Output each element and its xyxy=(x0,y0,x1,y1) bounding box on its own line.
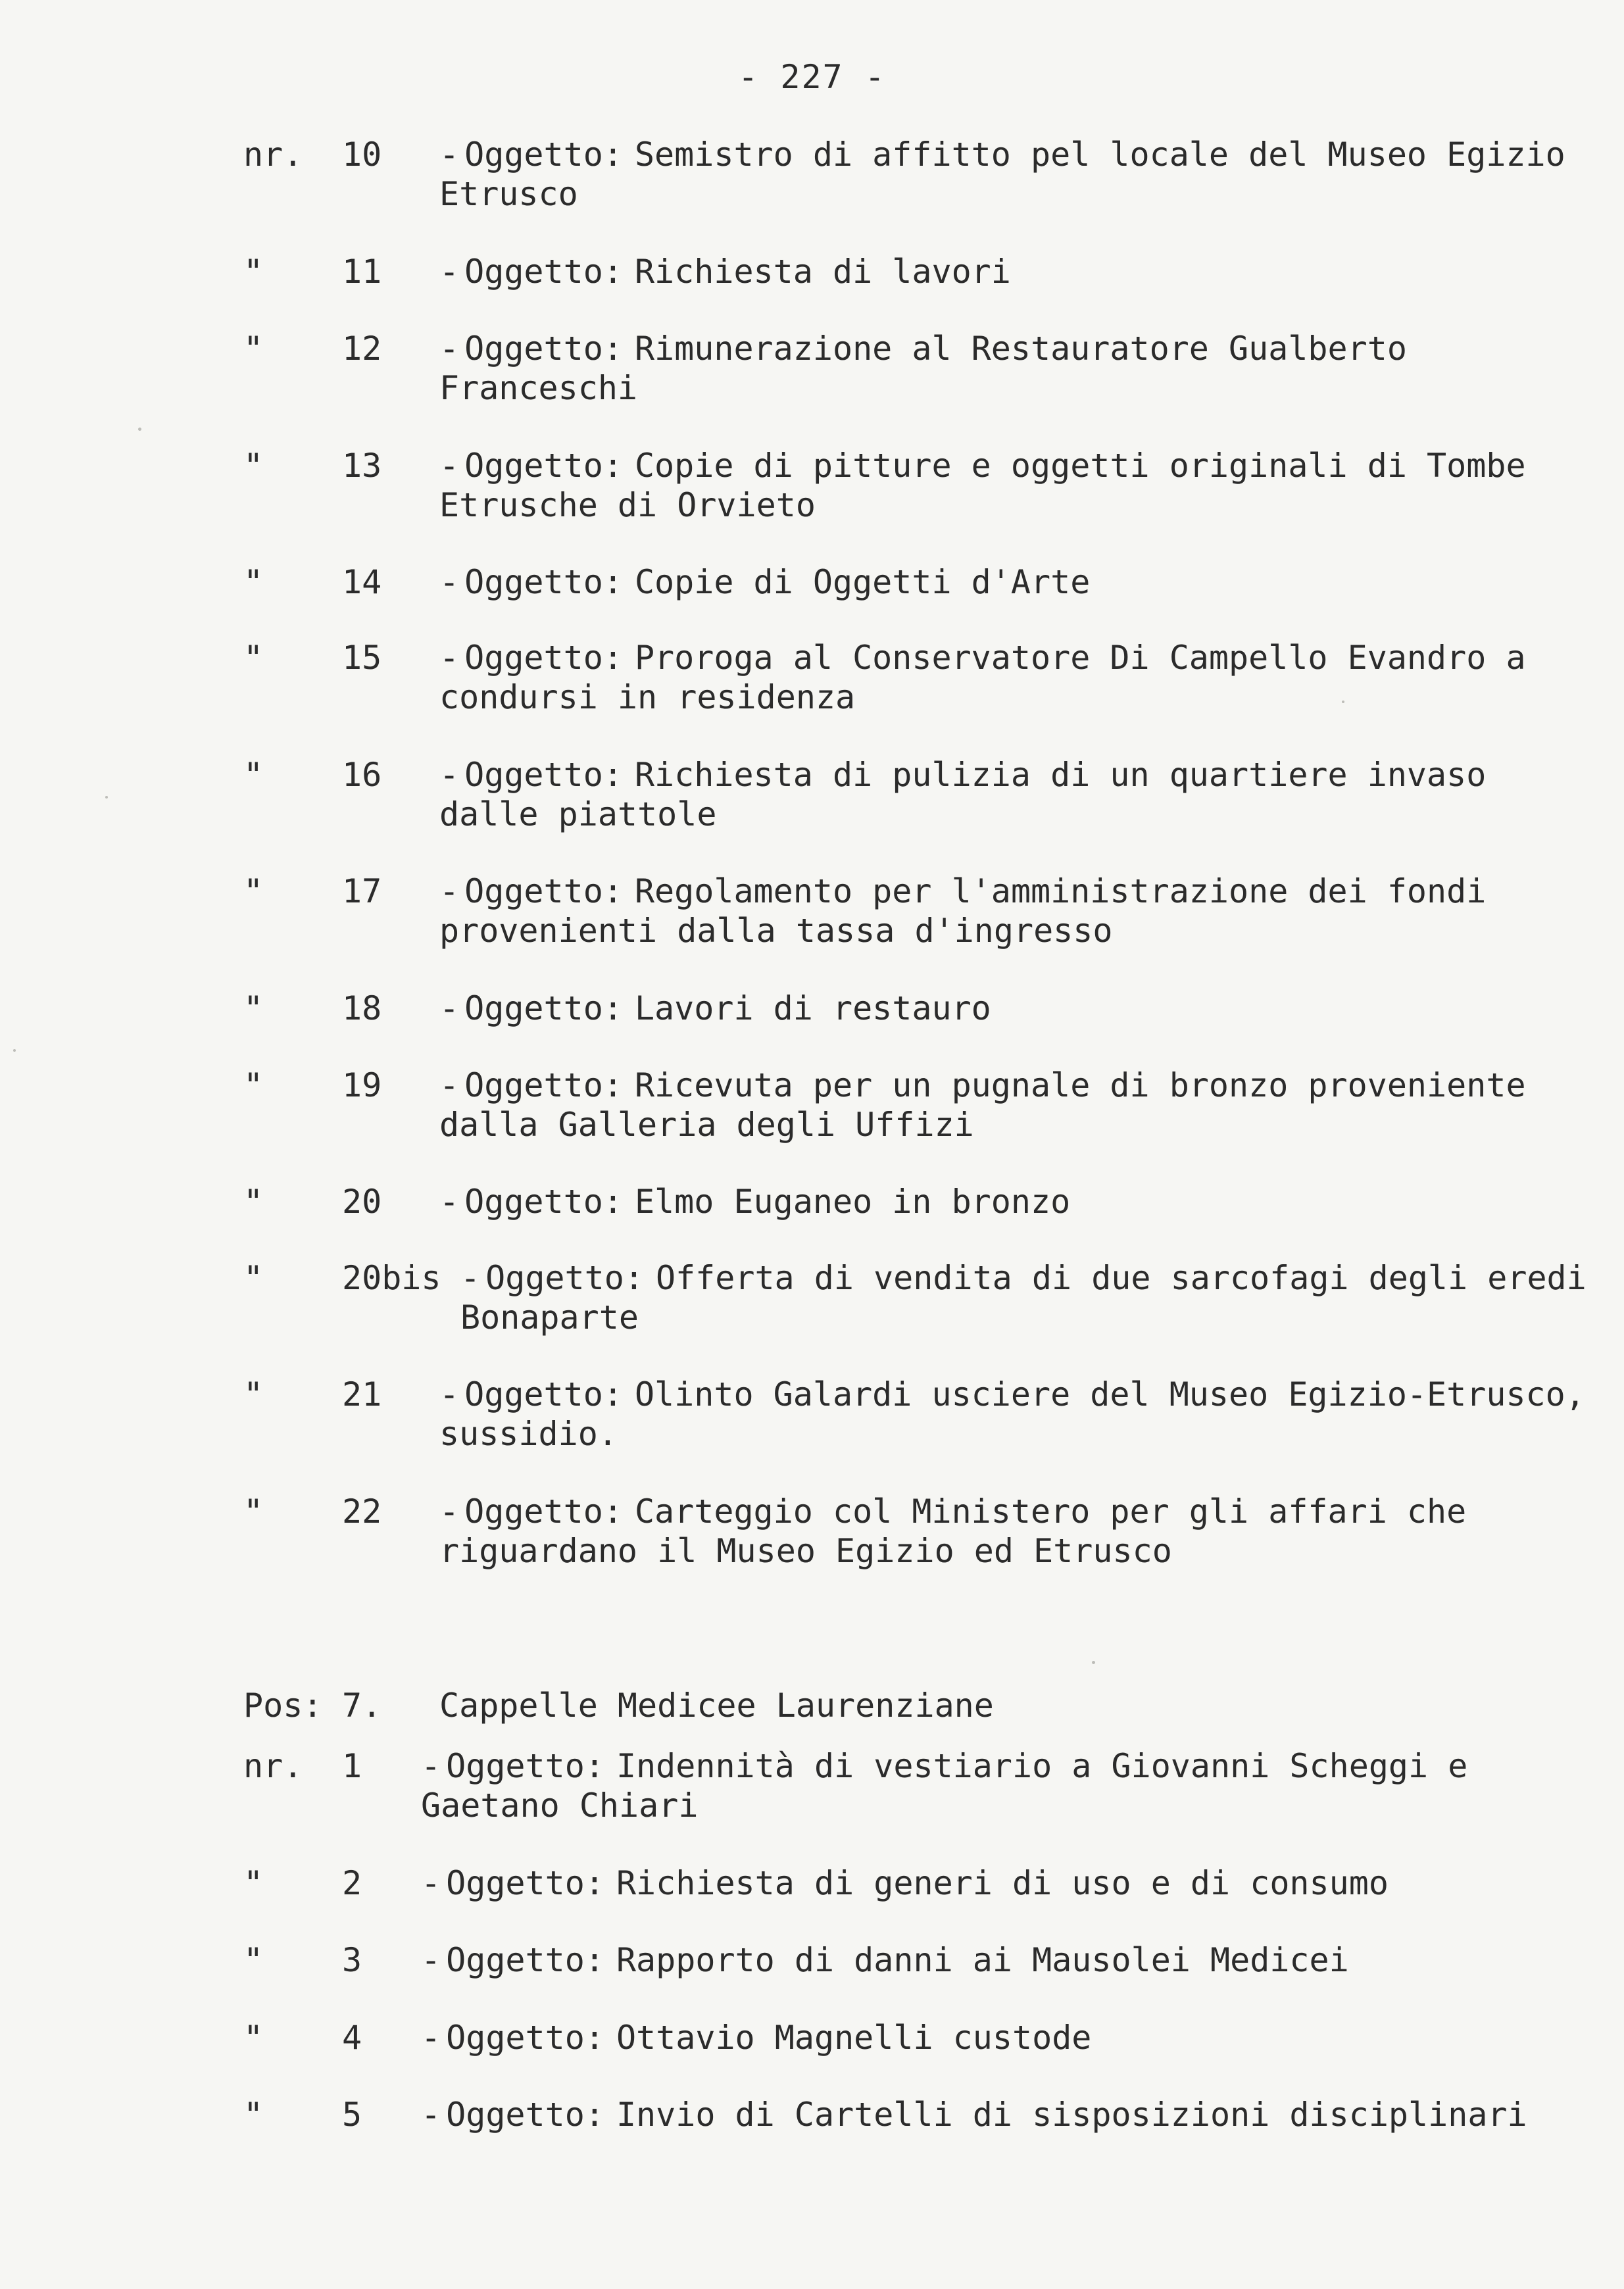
entry-dash: - xyxy=(439,756,460,794)
scan-speck xyxy=(13,1049,16,1052)
entry-prefix: " xyxy=(243,563,264,601)
entry-prefix: " xyxy=(243,756,264,794)
scan-speck xyxy=(105,796,108,799)
entry-subject: Proroga al Conservatore Di Campello Evandro a condursi in residenza xyxy=(439,639,1526,716)
entry-subject: Elmo Euganeo in bronzo xyxy=(634,1183,1071,1221)
page-number: - 227 - xyxy=(738,58,886,96)
entry-label: Oggetto: xyxy=(464,1492,623,1531)
entry-subject: Indennità di vestiario a Giovanni Scheggi e Gaetano Chiari xyxy=(421,1747,1468,1825)
entry-label: Oggetto: xyxy=(464,1066,623,1104)
entry-number: 11 xyxy=(342,253,382,291)
entry-prefix: " xyxy=(243,1864,264,1902)
entry-prefix: " xyxy=(243,1941,264,1979)
entry-text xyxy=(439,1375,1597,1454)
entry-number: 20bis xyxy=(342,1259,441,1297)
entry-text xyxy=(439,989,1571,1028)
entry-text xyxy=(439,252,1571,291)
entry-label: Oggetto: xyxy=(446,2019,604,2057)
entry-subject: Ottavio Magnelli custode xyxy=(616,2019,1092,2057)
entry-number: 13 xyxy=(342,447,382,485)
entry-text xyxy=(439,446,1571,525)
entry-prefix: " xyxy=(243,2019,264,2057)
entry-label: Oggetto: xyxy=(464,1375,623,1414)
entry-prefix: " xyxy=(243,1259,264,1297)
entry-label: Oggetto: xyxy=(446,1864,604,1902)
entry-subject: Copie di Oggetti d'Arte xyxy=(634,563,1091,601)
entry-number: 15 xyxy=(342,639,382,677)
entry-label: Oggetto: xyxy=(464,135,623,174)
entry-prefix: " xyxy=(243,1183,264,1221)
entry-text xyxy=(439,135,1571,214)
pos-title: Cappelle Medicee Laurenziane xyxy=(439,1686,994,1725)
entry-number: 12 xyxy=(342,330,382,368)
pos-number: 7. xyxy=(342,1686,382,1725)
entry-dash: - xyxy=(439,1492,460,1531)
entry-dash: - xyxy=(439,639,460,677)
entry-prefix: " xyxy=(243,989,264,1027)
scan-speck xyxy=(1092,1661,1095,1664)
entry-text xyxy=(439,872,1571,950)
entry-text xyxy=(421,2018,1552,2057)
entry-label: Oggetto: xyxy=(464,989,623,1027)
entry-subject: Richiesta di lavori xyxy=(634,253,1011,291)
entry-dash: - xyxy=(439,1066,460,1104)
entry-subject: Ricevuta per un pugnale di bronzo proveniente dalla Galleria degli Uffizi xyxy=(439,1066,1526,1144)
entry-number: 3 xyxy=(342,1941,362,1979)
entry-number: 21 xyxy=(342,1375,382,1414)
entry-dash: - xyxy=(439,872,460,910)
entry-subject: Copie di pitture e oggetti originali di Tombe Etrusche di Orvieto xyxy=(439,447,1526,524)
entry-number: 22 xyxy=(342,1492,382,1531)
entry-number: 18 xyxy=(342,989,382,1027)
entry-prefix: nr. xyxy=(243,1747,303,1785)
entry-prefix: " xyxy=(243,330,264,368)
entry-prefix: " xyxy=(243,1066,264,1104)
entry-dash: - xyxy=(439,330,460,368)
entry-prefix: " xyxy=(243,1492,264,1531)
pos-label: Pos: xyxy=(243,1686,323,1725)
entry-subject: Offerta di vendita di due sarcofagi degli eredi Bonaparte xyxy=(460,1259,1587,1337)
entry-dash: - xyxy=(439,989,460,1027)
entry-label: Oggetto: xyxy=(464,563,623,601)
entry-label: Oggetto: xyxy=(464,756,623,794)
entry-subject: Lavori di restauro xyxy=(634,989,991,1027)
entry-dash: - xyxy=(439,1375,460,1414)
entry-prefix: " xyxy=(243,639,264,677)
entry-subject: Regolamento per l'amministrazione dei fondi provenienti dalla tassa d'ingresso xyxy=(439,872,1487,950)
entry-dash: - xyxy=(439,135,460,174)
entry-dash: - xyxy=(460,1259,481,1297)
entry-text xyxy=(439,329,1571,408)
entry-label: Oggetto: xyxy=(485,1259,644,1297)
entry-number: 5 xyxy=(342,2096,362,2134)
entry-dash: - xyxy=(439,253,460,291)
entry-label: Oggetto: xyxy=(464,447,623,485)
entry-label: Oggetto: xyxy=(464,253,623,291)
entry-label: Oggetto: xyxy=(464,639,623,677)
entry-subject: Rapporto di danni ai Mausolei Medicei xyxy=(616,1941,1349,1979)
scan-speck xyxy=(1342,701,1344,703)
entry-text xyxy=(439,755,1571,834)
entry-number: 4 xyxy=(342,2019,362,2057)
entry-text xyxy=(439,638,1571,717)
entry-label: Oggetto: xyxy=(464,872,623,910)
entry-label: Oggetto: xyxy=(446,1941,604,1979)
entry-label: Oggetto: xyxy=(464,330,623,368)
entry-text xyxy=(421,1863,1552,1903)
entry-number: 16 xyxy=(342,756,382,794)
entry-number: 2 xyxy=(342,1864,362,1902)
entry-dash: - xyxy=(439,563,460,601)
entry-text xyxy=(460,1258,1592,1337)
entry-subject: Olinto Galardi usciere del Museo Egizio-Etrusco, sussidio. xyxy=(439,1375,1585,1453)
entry-number: 10 xyxy=(342,135,382,174)
entry-dash: - xyxy=(439,1183,460,1221)
entry-text xyxy=(421,2095,1592,2134)
entry-number: 20 xyxy=(342,1183,382,1221)
entry-dash: - xyxy=(421,1747,441,1785)
entry-number: 14 xyxy=(342,563,382,601)
entry-text xyxy=(439,562,1571,602)
entry-dash: - xyxy=(421,1941,441,1979)
entry-prefix: " xyxy=(243,447,264,485)
entry-dash: - xyxy=(421,2096,441,2134)
entry-prefix: " xyxy=(243,2096,264,2134)
entry-number: 19 xyxy=(342,1066,382,1104)
entry-number: 17 xyxy=(342,872,382,910)
entry-subject: Richiesta di pulizia di un quartiere invaso dalle piattole xyxy=(439,756,1487,833)
entry-label: Oggetto: xyxy=(446,2096,604,2134)
entry-text xyxy=(439,1182,1571,1221)
entry-subject: Invio di Cartelli di sisposizioni disciplinari xyxy=(616,2096,1527,2134)
entry-prefix: " xyxy=(243,1375,264,1414)
entry-prefix: " xyxy=(243,253,264,291)
entry-subject: Rimunerazione al Restauratore Gualberto Franceschi xyxy=(439,330,1407,407)
entry-subject: Richiesta di generi di uso e di consumo xyxy=(616,1864,1389,1902)
entry-label: Oggetto: xyxy=(446,1747,604,1785)
entry-subject: Semistro di affitto pel locale del Museo Egizio Etrusco xyxy=(439,135,1565,213)
entry-text xyxy=(439,1492,1571,1571)
entry-prefix: " xyxy=(243,872,264,910)
scan-speck xyxy=(138,428,141,431)
entry-number: 1 xyxy=(342,1747,362,1785)
entry-label: Oggetto: xyxy=(464,1183,623,1221)
entry-dash: - xyxy=(439,447,460,485)
entry-prefix: nr. xyxy=(243,135,303,174)
entry-text xyxy=(439,1066,1571,1144)
entry-dash: - xyxy=(421,1864,441,1902)
entry-dash: - xyxy=(421,2019,441,2057)
entry-text xyxy=(421,1746,1552,1825)
entry-text xyxy=(421,1940,1552,1980)
entry-subject: Carteggio col Ministero per gli affari che riguardano il Museo Egizio ed Etrusco xyxy=(439,1492,1467,1570)
